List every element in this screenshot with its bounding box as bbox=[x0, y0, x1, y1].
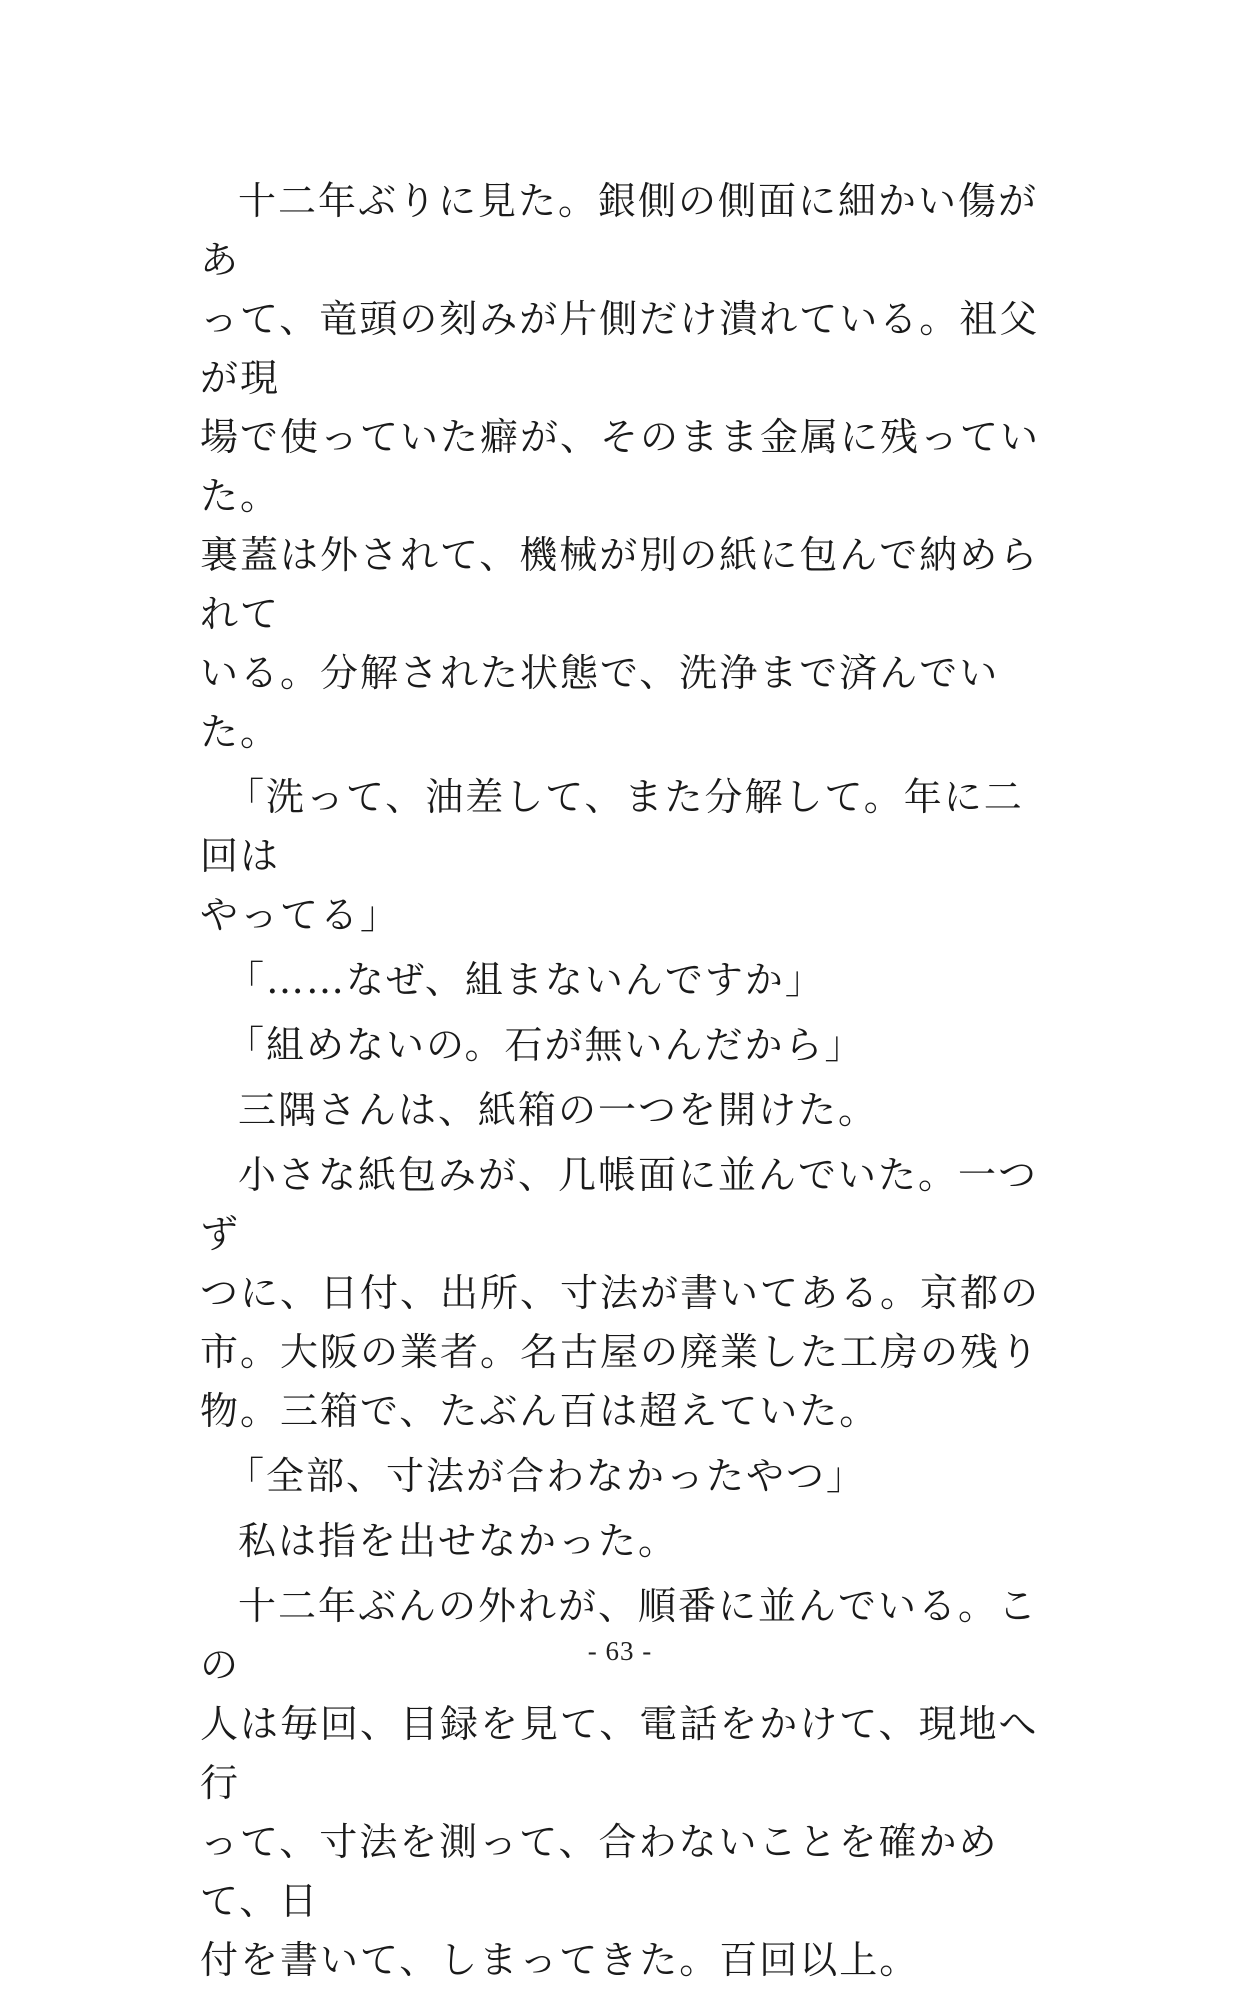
paragraph-1: 十二年ぶりに見た。銀側の側面に細かい傷があ って、竜頭の刻みが片側だけ潰れている。祖父が現 場で使っていた癖が、そのまま金属に残っていた。 裏蓋は外されて、機械が別の紙に包んで納められて いる。分解された状態で、洗浄まで済んでいた。 bbox=[200, 179, 1041, 754]
body-text bbox=[200, 172, 1040, 1996]
dialogue-2: 「……なぜ、組まないんですか」 bbox=[226, 958, 825, 1002]
paragraph-2: 三隅さんは、紙箱の一つを開けた。 bbox=[238, 1088, 879, 1132]
paragraph-4: 私は指を出せなかった。 bbox=[238, 1519, 679, 1563]
paragraph-5: 十二年ぶんの外れが、順番に並んでいる。この 人は毎回、目録を見て、電話をかけて、現地へ行 って、寸法を測って、合わないことを確かめて、日 付を書いて、しまってきた。百回以上。 bbox=[200, 1584, 1039, 1982]
dialogue-4: 「全部、寸法が合わなかったやつ」 bbox=[226, 1454, 867, 1498]
page-number: - 63 - bbox=[587, 1636, 653, 1666]
dialogue-3: 「組めないの。石が無いんだから」 bbox=[226, 1023, 865, 1067]
paragraph-3: 小さな紙包みが、几帳面に並んでいた。一つず つに、日付、出所、寸法が書いてある。京都の 市。大阪の業者。名古屋の廃業した工房の残り 物。三箱で、たぶん百は超えていた。 bbox=[200, 1153, 1041, 1433]
dialogue-1: 「洗って、油差して、また分解して。年に二回は やってる」 bbox=[200, 775, 1024, 937]
